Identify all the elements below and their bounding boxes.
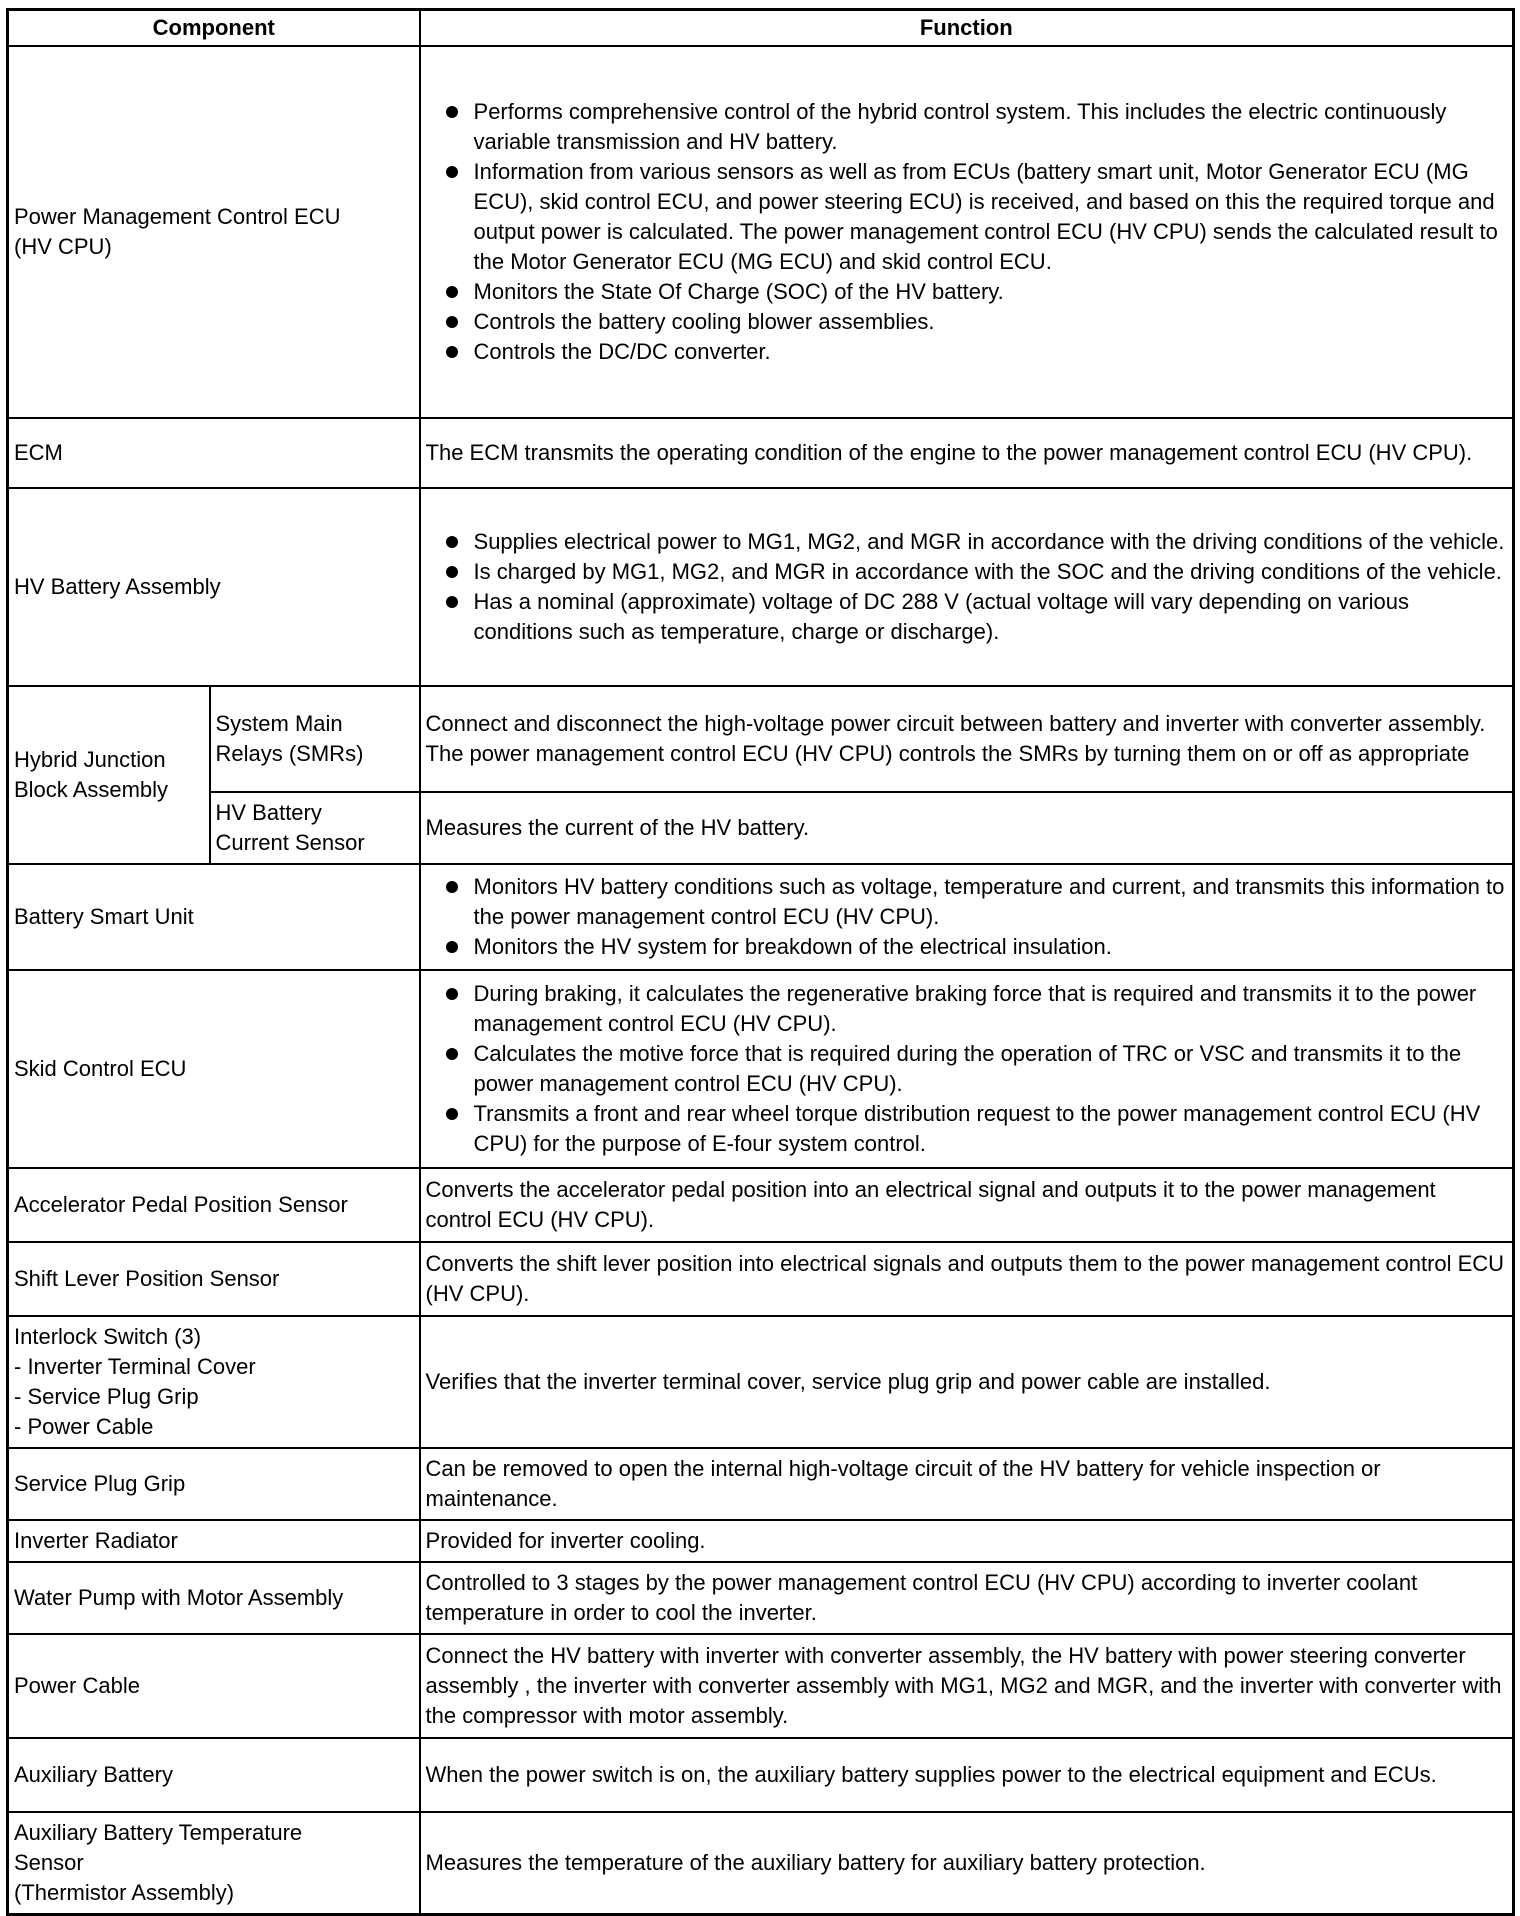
bullet-item: Monitors HV battery conditions such as voltage, temperature and current, and transmits this information to the power management control ECU (HV CPU). [426, 872, 1507, 932]
bullet-item: Has a nominal (approximate) voltage of DC 288 V (actual voltage will vary depending on various conditions such as temperature, charge or discharge). [426, 587, 1507, 647]
table-row [8, 488, 1514, 686]
header-row [8, 10, 1514, 47]
function-bullet-list [426, 872, 1507, 962]
subcomponent-cell: System Main Relays (SMRs) [210, 686, 420, 792]
component-cell: Water Pump with Motor Assembly [8, 1562, 420, 1634]
component-cell: Auxiliary Battery Temperature Sensor (Thermistor Assembly) [8, 1812, 420, 1914]
function-cell: Can be removed to open the internal high-voltage circuit of the HV battery for vehicle inspection or maintenance. [420, 1448, 1514, 1520]
function-cell [420, 970, 1514, 1168]
function-bullet-list [426, 527, 1507, 647]
component-cell: Inverter Radiator [8, 1520, 420, 1562]
function-cell: When the power switch is on, the auxiliary battery supplies power to the electrical equipment and ECUs. [420, 1738, 1514, 1812]
table-row [8, 46, 1514, 418]
function-cell: Verifies that the inverter terminal cover, service plug grip and power cable are installed. [420, 1316, 1514, 1448]
table-row [8, 1242, 1514, 1316]
table-row [8, 1738, 1514, 1812]
function-cell: The ECM transmits the operating condition of the engine to the power management control ECU (HV CPU). [420, 418, 1514, 488]
table-row [8, 686, 1514, 792]
bullet-item: During braking, it calculates the regenerative braking force that is required and transmits it to the power management control ECU (HV CPU). [426, 979, 1507, 1039]
bullet-item: Information from various sensors as well as from ECUs (battery smart unit, Motor Generator ECU (MG ECU), skid control ECU, and power steering ECU) is received, and based on this the required torque and output power is calculated. The power management control ECU (HV CPU) sends the calculated result to the Motor Generator ECU (MG ECU) and skid control ECU. [426, 157, 1507, 277]
table-row [8, 792, 1514, 864]
function-cell: Connect the HV battery with inverter with converter assembly, the HV battery with power steering converter assembly , the inverter with converter assembly with MG1, MG2 and MGR, and the inverter with converter with the compressor with motor assembly. [420, 1634, 1514, 1738]
function-cell: Converts the shift lever position into electrical signals and outputs them to the power management control ECU (HV CPU). [420, 1242, 1514, 1316]
component-cell: Hybrid Junction Block Assembly [8, 686, 210, 864]
component-cell: Accelerator Pedal Position Sensor [8, 1168, 420, 1242]
bullet-item: Monitors the HV system for breakdown of the electrical insulation. [426, 932, 1507, 962]
function-cell: Connect and disconnect the high-voltage power circuit between battery and inverter with converter assembly. The power management control ECU (HV CPU) controls the SMRs by turning them on or off as appropriate [420, 686, 1514, 792]
bullet-item: Transmits a front and rear wheel torque distribution request to the power management control ECU (HV CPU) for the purpose of E-four system control. [426, 1099, 1507, 1159]
bullet-item: Calculates the motive force that is required during the operation of TRC or VSC and transmits it to the power management control ECU (HV CPU). [426, 1039, 1507, 1099]
table-row [8, 1520, 1514, 1562]
table-row [8, 1812, 1514, 1914]
header-component: Component [8, 10, 420, 47]
function-cell: Controlled to 3 stages by the power management control ECU (HV CPU) according to inverter coolant temperature in order to cool the inverter. [420, 1562, 1514, 1634]
component-cell: Shift Lever Position Sensor [8, 1242, 420, 1316]
component-cell: Power Cable [8, 1634, 420, 1738]
bullet-item: Controls the DC/DC converter. [426, 337, 1507, 367]
component-cell: ECM [8, 418, 420, 488]
table-row [8, 1168, 1514, 1242]
header-function: Function [420, 10, 1514, 47]
table-row [8, 1562, 1514, 1634]
function-bullet-list [426, 979, 1507, 1159]
function-cell [420, 488, 1514, 686]
bullet-item: Performs comprehensive control of the hybrid control system. This includes the electric continuously variable transmission and HV battery. [426, 97, 1507, 157]
component-cell: Auxiliary Battery [8, 1738, 420, 1812]
component-function-table [6, 8, 1515, 1916]
component-cell: Service Plug Grip [8, 1448, 420, 1520]
component-cell: HV Battery Assembly [8, 488, 420, 686]
component-cell: Interlock Switch (3) - Inverter Terminal Cover - Service Plug Grip - Power Cable [8, 1316, 420, 1448]
bullet-item: Monitors the State Of Charge (SOC) of the HV battery. [426, 277, 1507, 307]
function-cell: Provided for inverter cooling. [420, 1520, 1514, 1562]
function-bullet-list [426, 97, 1507, 367]
table-row [8, 1316, 1514, 1448]
component-cell: Power Management Control ECU (HV CPU) [8, 46, 420, 418]
component-cell: Battery Smart Unit [8, 864, 420, 970]
table-row [8, 418, 1514, 488]
component-cell: Skid Control ECU [8, 970, 420, 1168]
function-cell: Measures the temperature of the auxiliary battery for auxiliary battery protection. [420, 1812, 1514, 1914]
function-cell: Converts the accelerator pedal position into an electrical signal and outputs it to the power management control ECU (HV CPU). [420, 1168, 1514, 1242]
table-row [8, 864, 1514, 970]
function-cell [420, 46, 1514, 418]
bullet-item: Supplies electrical power to MG1, MG2, and MGR in accordance with the driving conditions of the vehicle. [426, 527, 1507, 557]
function-cell: Measures the current of the HV battery. [420, 792, 1514, 864]
bullet-item: Is charged by MG1, MG2, and MGR in accordance with the SOC and the driving conditions of the vehicle. [426, 557, 1507, 587]
subcomponent-cell: HV Battery Current Sensor [210, 792, 420, 864]
table-row [8, 1634, 1514, 1738]
function-cell [420, 864, 1514, 970]
table-row [8, 970, 1514, 1168]
bullet-item: Controls the battery cooling blower assemblies. [426, 307, 1507, 337]
table-row [8, 1448, 1514, 1520]
